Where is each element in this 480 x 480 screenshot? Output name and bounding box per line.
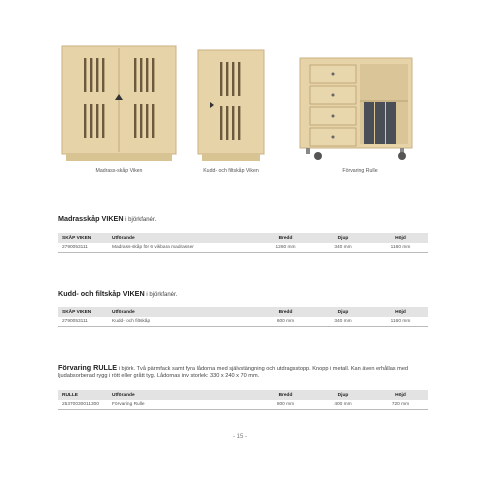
section-title-rest: i björkfanér. [123, 217, 157, 223]
spec-table-madrass [58, 233, 428, 253]
caption-madrass: Madrass-skåp Viken [95, 168, 143, 174]
rulle-storage-image [298, 56, 414, 164]
section-description-text: i björk. Två pärmfack samt fyra lådorna med självstängning och utdragsstopp. Knopp i metall. Kan även erhållas med ljudabsorberad rygg i rött eller grått tyg. Lådornas inv storlek: 330 x 240 x 70 mm. [58, 366, 409, 379]
col-header-depth: Djup [313, 233, 373, 243]
cell-depth: 340 mm [313, 243, 373, 253]
col-header-article: RULLE [58, 390, 108, 400]
table-row [58, 243, 428, 253]
cell-design: Kudd- och filtskåp [108, 317, 258, 327]
table-row [58, 400, 428, 410]
col-header-height: Höjd [373, 390, 428, 400]
cell-height: 1160 mm [373, 317, 428, 327]
col-header-article: SKÅP VIKEN [58, 233, 108, 243]
cell-height: 1160 mm [373, 243, 428, 253]
section-title-kudd [58, 289, 177, 298]
cell-height: 720 mm [373, 400, 428, 410]
section-title-bold: Förvaring RULLE [58, 363, 118, 372]
col-header-design: Utförande [108, 233, 258, 243]
section-description-rulle [58, 364, 428, 380]
col-header-height: Höjd [373, 307, 428, 317]
table-header-row [58, 233, 428, 243]
cell-article: 2790053111 [58, 243, 108, 253]
cell-article: 2790053111 [58, 317, 108, 327]
cell-depth: 400 mm [313, 400, 373, 410]
section-title-rest: i björkfanér. [144, 292, 178, 298]
cell-width: 1260 mm [258, 243, 313, 253]
col-header-depth: Djup [313, 390, 373, 400]
table-header-row [58, 390, 428, 400]
col-header-design: Utförande [108, 390, 258, 400]
spec-table-kudd [58, 307, 428, 327]
section-title-bold: Kudd- och filtskåp VIKEN [58, 289, 145, 298]
section-title-madrass [58, 214, 156, 223]
cell-width: 800 mm [258, 400, 313, 410]
page-number: - 15 - [232, 434, 247, 440]
col-header-design: Utförande [108, 307, 258, 317]
cell-depth: 340 mm [313, 317, 373, 327]
cell-article: 25370030011300 [58, 400, 108, 410]
table-row [58, 317, 428, 327]
col-header-width: Bredd [258, 390, 313, 400]
spec-table-rulle [58, 390, 428, 410]
table-header-row [58, 307, 428, 317]
caption-rulle: Förvaring Rulle [342, 168, 378, 174]
col-header-width: Bredd [258, 307, 313, 317]
cell-design: Madrass-skåp för 6 vikbara madrasser [108, 243, 258, 253]
col-header-height: Höjd [373, 233, 428, 243]
cell-width: 600 mm [258, 317, 313, 327]
caption-kudd: Kudd- och filtskåp Viken [203, 168, 259, 174]
section-title-bold: Madrasskåp VIKEN [58, 214, 124, 223]
madrass-cabinet-image [60, 44, 178, 164]
cell-design: Förvaring Rulle [108, 400, 258, 410]
col-header-article: SKÅP VIKEN [58, 307, 108, 317]
col-header-width: Bredd [258, 233, 313, 243]
col-header-depth: Djup [313, 307, 373, 317]
kudd-cabinet-image [196, 48, 268, 164]
